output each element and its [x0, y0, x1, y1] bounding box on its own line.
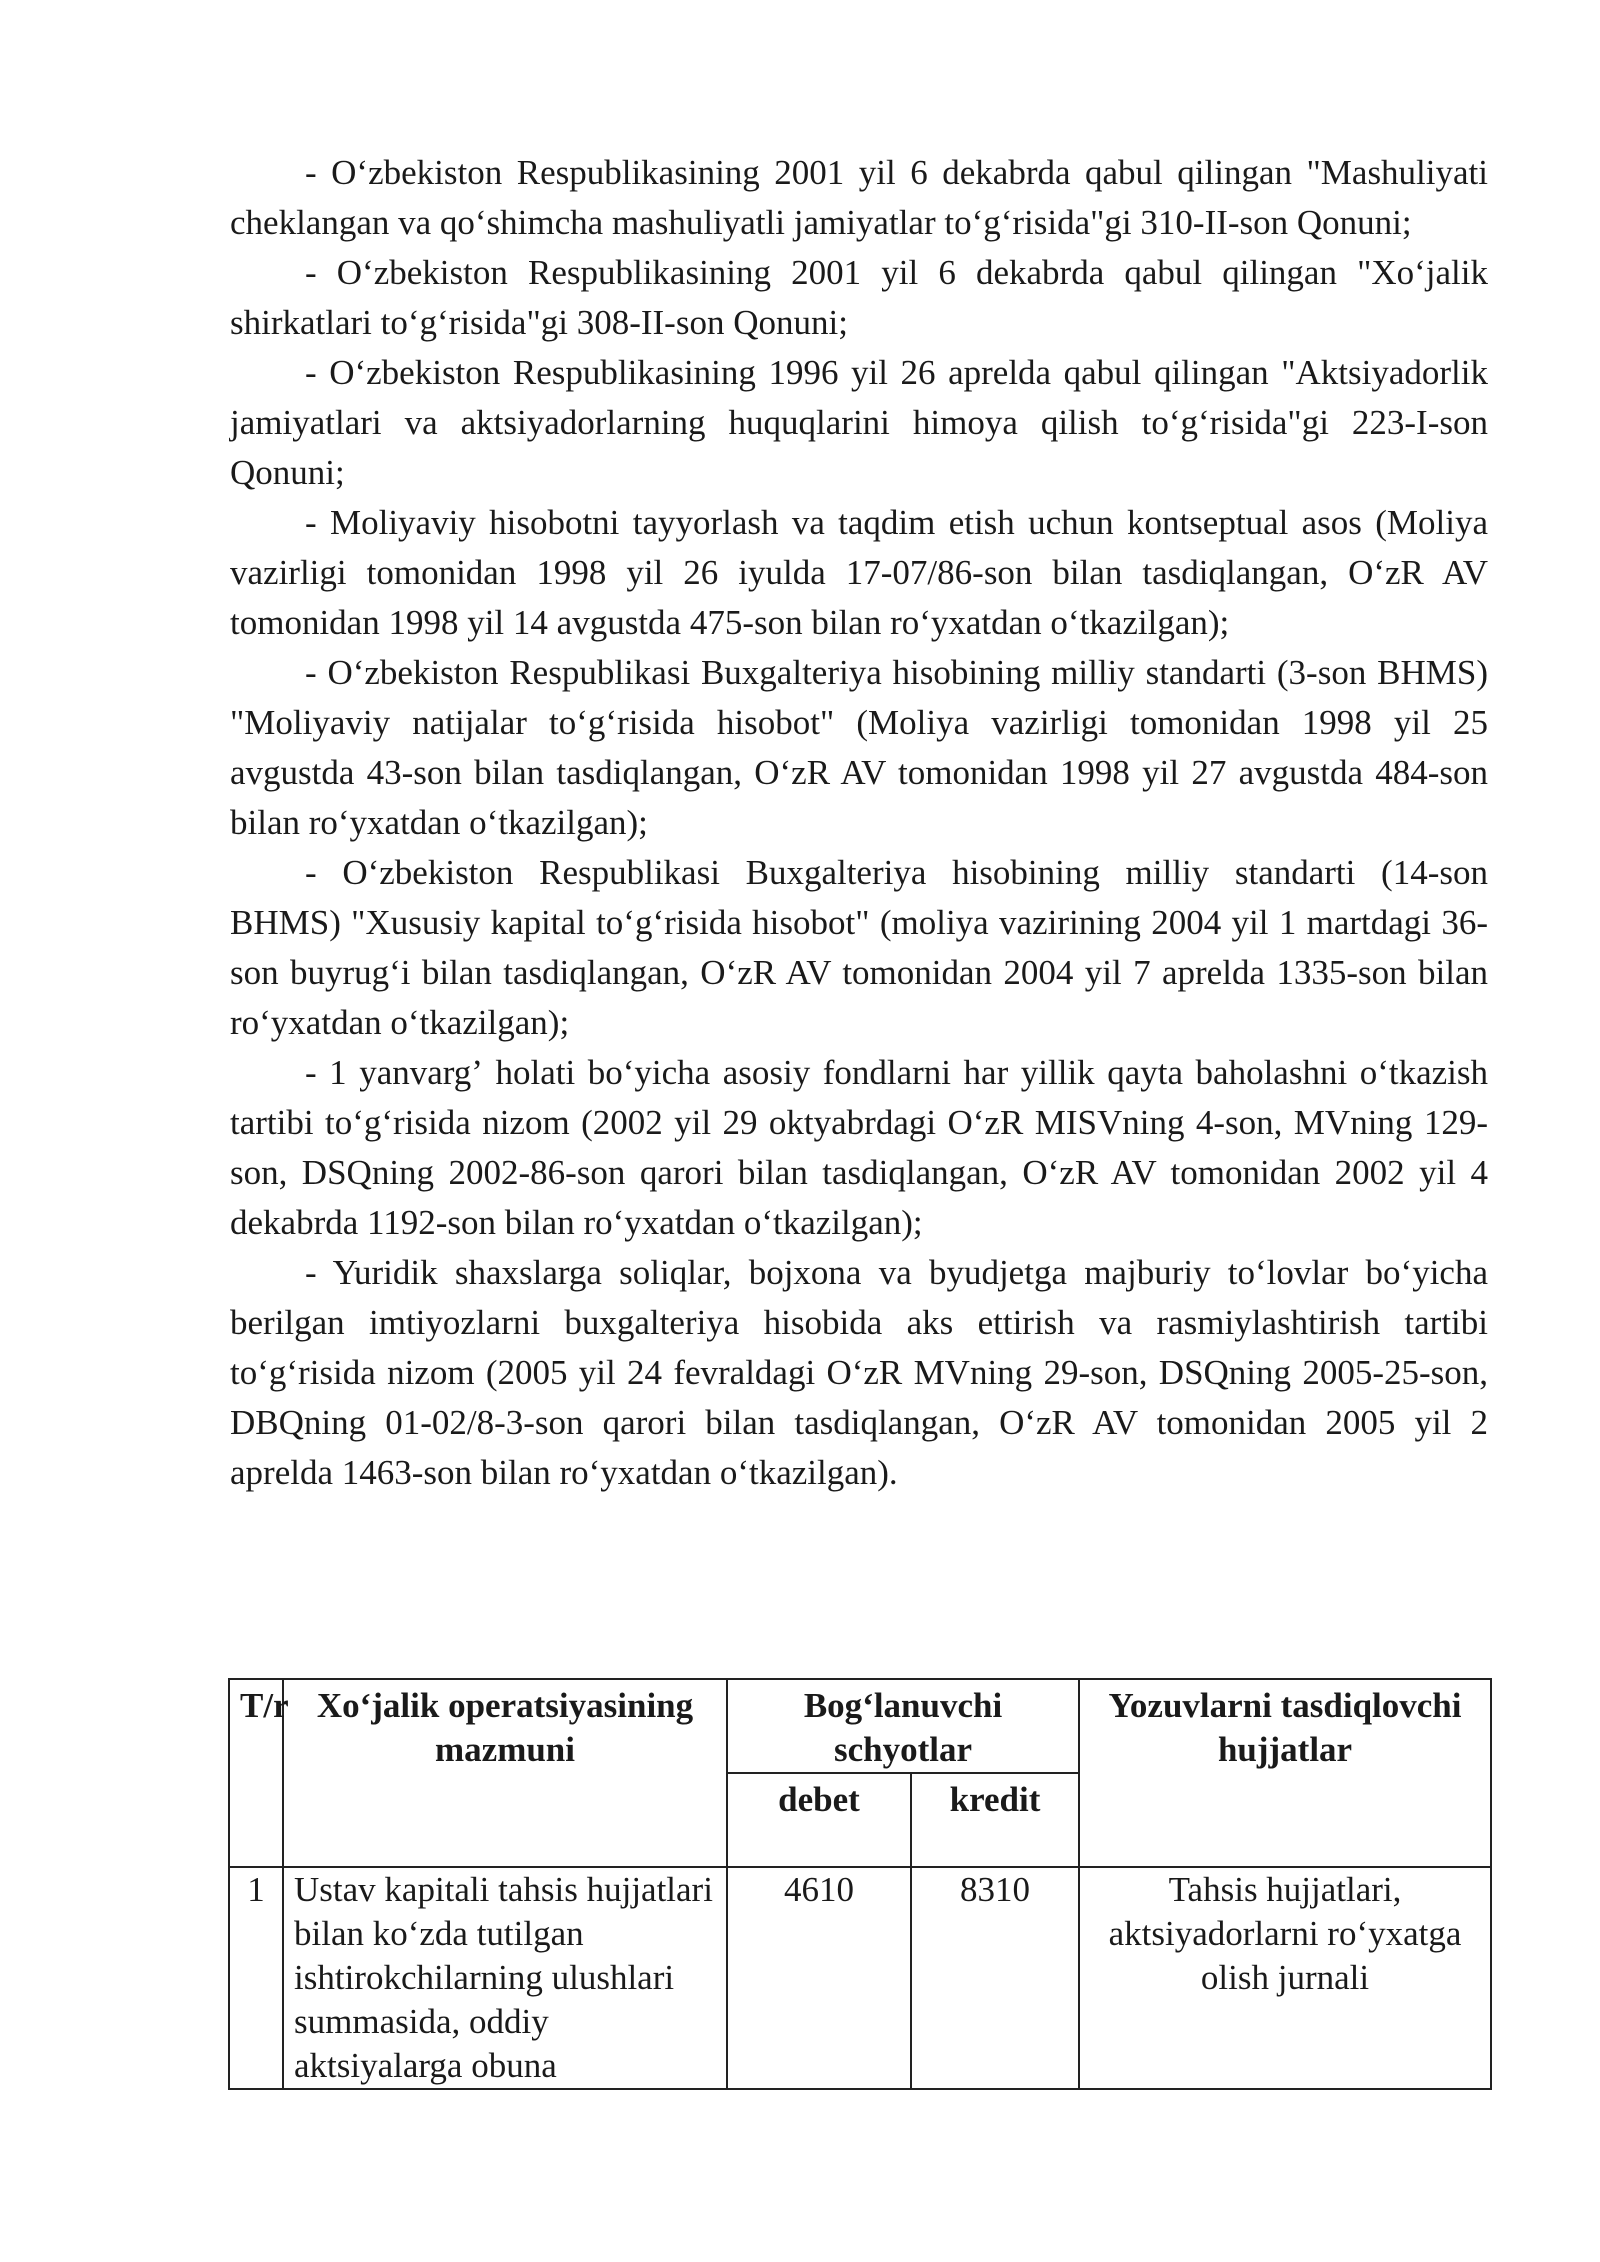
document-body: [230, 148, 1488, 1498]
paragraph-law-308: - Oʻzbekiston Respublikasining 2001 yil 6 dekabrda qabul qilingan "Xoʻjalik shirkatlari toʻgʻrisida"gi 308-II-son Qonuni;: [230, 253, 1488, 342]
paragraph-revaluation-regulation: - 1 yanvargʼ holati boʻyicha asosiy fondlarni har yillik qayta baholashni oʻtkazish tartibi toʻgʻrisida nizom (2002 yil 29 oktyabrdagi OʻzR MISVning 4-son, MVning 129-son, DSQning 2002-86-son qarori bilan tasdiqlangan, OʻzR AV tomonidan 2002 yil 4 dekabrda 1192-son bilan roʻyxatdan oʻtkazilgan);: [230, 1053, 1488, 1242]
header-number: T/r: [229, 1679, 283, 1867]
header-supporting-documents: Yozuvlarni tasdiqlovchi hujjatlar: [1079, 1679, 1491, 1867]
header-credit: kredit: [911, 1773, 1079, 1867]
row-debit: 4610: [727, 1867, 911, 2089]
paragraph-law-310: - Oʻzbekiston Respublikasining 2001 yil 6 dekabrda qabul qilingan "Mashuliyati cheklangan va qoʻshimcha mashuliyatli jamiyatlar toʻgʻrisida"gi 310-II-son Qonuni;: [230, 153, 1488, 242]
row-credit: 8310: [911, 1867, 1079, 2089]
header-related-accounts: Bogʻlanuvchi schyotlar: [727, 1679, 1079, 1773]
header-operation-description: Xoʻjalik operatsiyasining mazmuni: [283, 1679, 727, 1867]
table-row: [229, 1867, 1491, 2089]
paragraph-tax-benefits-regulation: - Yuridik shaxslarga soliqlar, bojxona va byudjetga majburiy toʻlovlar boʻyicha berilgan imtiyozlarni buxgalteriya hisobida aks ettirish va rasmiylashtirish tartibi toʻgʻrisida nizom (2005 yil 24 fevraldagi OʻzR MVning 29-son, DSQning 2005-25-son, DBQning 01-02/8-3-son qarori bilan tasdiqlangan, OʻzR AV tomonidan 2005 yil 2 aprelda 1463-son bilan roʻyxatdan oʻtkazilgan).: [230, 1253, 1488, 1492]
operations-table: [228, 1678, 1492, 2090]
paragraph-law-223: - Oʻzbekiston Respublikasining 1996 yil 26 aprelda qabul qilingan "Aktsiyadorlik jamiyatlari va aktsiyadorlarning huquqlarini himoya qilish toʻgʻrisida"gi 223-I-son Qonuni;: [230, 353, 1488, 492]
row-documents: Tahsis hujjatlari, aktsiyadorlarni roʻyxatga olish jurnali: [1079, 1867, 1491, 2089]
paragraph-bhms-3: - Oʻzbekiston Respublikasi Buxgalteriya hisobining milliy standarti (3-son BHMS) "Moliyaviy natijalar toʻgʻrisida hisobot" (Moliya vazirligi tomonidan 1998 yil 25 avgustda 43-son bilan tasdiqlangan, OʻzR AV tomonidan 1998 yil 27 avgustda 484-son bilan roʻyxatdan oʻtkazilgan);: [230, 653, 1488, 842]
row-number: 1: [229, 1867, 283, 2089]
header-debit: debet: [727, 1773, 911, 1867]
row-description: Ustav kapitali tahsis hujjatlari bilan koʻzda tutilgan ishtirokchilarning ulushlari summasida, oddiy aktsiyalarga obuna: [283, 1867, 727, 2089]
paragraph-bhms-14: - Oʻzbekiston Respublikasi Buxgalteriya hisobining milliy standarti (14-son BHMS) "Xususiy kapital toʻgʻrisida hisobot" (moliya vazirining 2004 yil 1 martdagi 36-son buyrugʻi bilan tasdiqlangan, OʻzR AV tomonidan 2004 yil 7 aprelda 1335-son bilan roʻyxatdan oʻtkazilgan);: [230, 853, 1488, 1042]
operations-table-wrapper: [228, 1678, 1490, 2090]
paragraph-conceptual-basis: - Moliyaviy hisobotni tayyorlash va taqdim etish uchun kontseptual asos (Moliya vazirligi tomonidan 1998 yil 26 iyulda 17-07/86-son bilan tasdiqlangan, OʻzR AV tomonidan 1998 yil 14 avgustda 475-son bilan roʻyxatdan oʻtkazilgan);: [230, 503, 1488, 642]
